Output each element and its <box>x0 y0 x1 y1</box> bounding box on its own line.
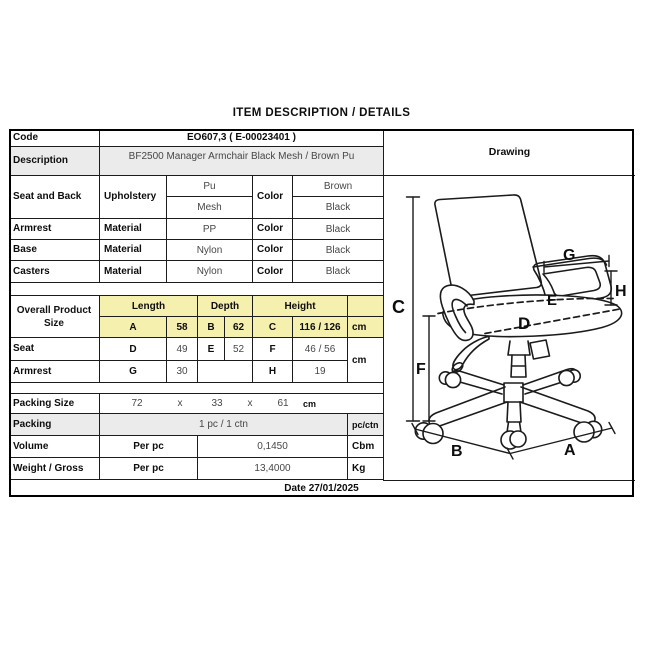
length-header: Length <box>100 296 198 317</box>
casters-material-row <box>9 261 383 283</box>
dim-label-b: B <box>451 443 463 460</box>
upholstery-bottom-value: Mesh <box>167 197 253 218</box>
seat-size-label: Seat <box>9 338 100 360</box>
base-label: Base <box>9 240 100 260</box>
spec-table <box>9 129 634 497</box>
weight-value: 13,4000 <box>198 458 348 479</box>
casters-material-value: Nylon <box>167 261 253 282</box>
armrest-color-label: Color <box>253 219 293 239</box>
upholstery-top-value: Pu <box>167 176 253 197</box>
casters-color-label: Color <box>253 261 293 282</box>
packing-size-values <box>100 394 383 413</box>
weight-basis: Per pc <box>100 458 198 479</box>
seat-armrest-unit: cm <box>348 338 383 383</box>
armrest-size-label: Armrest <box>9 361 100 382</box>
packing-size-sep2: x <box>247 398 253 409</box>
dim-label-g: G <box>563 247 576 264</box>
packing-size-label: Packing Size <box>9 394 100 413</box>
armrest-material-row <box>9 219 383 240</box>
base-leg-left <box>429 387 507 427</box>
height-header: Height <box>253 296 348 317</box>
code-label: Code <box>9 129 100 146</box>
page-title: ITEM DESCRIPTION / DETAILS <box>232 107 411 119</box>
dim-val-h: 19 <box>293 361 348 382</box>
armrest-color-value: Black <box>325 223 351 235</box>
upholstery-label: Upholstery <box>100 176 167 218</box>
dim-val-g: 30 <box>167 361 198 382</box>
casters-color-value: Black <box>325 266 351 277</box>
code-row <box>9 129 383 147</box>
dim-val-d: 49 <box>167 338 198 360</box>
dim-key-f: F <box>253 338 293 360</box>
volume-label: Volume <box>9 436 100 457</box>
base-color-value: Black <box>325 244 351 256</box>
weight-unit: Kg <box>352 463 366 474</box>
dim-label-d: D <box>518 314 531 333</box>
dim-val-a: 58 <box>167 317 198 337</box>
armrest-label: Armrest <box>9 219 100 239</box>
dim-key-g: G <box>100 361 167 382</box>
volume-row <box>9 436 383 458</box>
description-label: Description <box>9 147 100 175</box>
base-leg-front <box>507 402 521 422</box>
base-hub <box>504 383 523 402</box>
backrest <box>435 195 541 297</box>
base-material-value: Nylon <box>167 240 253 260</box>
description-value: BF2500 Manager Armchair Black Mesh / Brown Pu <box>128 151 355 162</box>
drawing-header: Drawing <box>384 129 635 176</box>
packing-size-height: 61 <box>277 398 289 409</box>
depth-header: Depth <box>198 296 253 317</box>
gas-cylinder <box>508 341 530 355</box>
packing-label: Packing <box>9 414 100 435</box>
dim-val-c: 116 / 126 <box>293 317 348 337</box>
dim-label-e: E <box>547 292 558 309</box>
size-header-unit-cell <box>348 296 383 317</box>
dim-label-f: F <box>416 361 426 378</box>
overall-unit: cm <box>348 317 383 337</box>
mechanism-box <box>530 340 550 359</box>
code-value: EO607,3 ( E-00023401 ) <box>187 132 296 143</box>
casters-material-label: Material <box>100 261 167 282</box>
casters-label: Casters <box>9 261 100 282</box>
dim-key-d: D <box>100 338 167 360</box>
drawing-canvas <box>384 176 635 480</box>
dim-key-e: E <box>198 338 225 360</box>
color-top-value: Brown <box>293 176 383 197</box>
dim-label-h: H <box>615 283 627 300</box>
armrest-material-value: PP <box>167 219 253 239</box>
volume-value: 0,1450 <box>198 436 348 457</box>
dim-key-h: H <box>253 361 293 382</box>
dim-key-b: B <box>198 317 225 337</box>
dim-val-f: 46 / 56 <box>293 338 348 360</box>
packing-row <box>9 414 383 436</box>
dim-val-b: 62 <box>225 317 253 337</box>
volume-unit: Cbm <box>352 441 375 452</box>
packing-size-length: 72 <box>131 398 143 409</box>
packing-value: 1 pc / 1 ctn <box>100 414 348 435</box>
dim-key-a: A <box>100 317 167 337</box>
description-row <box>9 147 383 176</box>
weight-row <box>9 458 383 480</box>
packing-size-row <box>9 393 383 414</box>
base-material-label: Material <box>100 240 167 260</box>
packing-size-width: 33 <box>211 398 223 409</box>
size-seat-row <box>9 338 383 361</box>
chair-drawing <box>384 176 635 480</box>
size-armrest-row <box>9 361 383 383</box>
dim-label-c: C <box>392 297 405 317</box>
base-color-label: Color <box>253 240 293 260</box>
date-value: Date 27/01/2025 <box>284 483 359 494</box>
seat-and-back-row <box>9 176 383 219</box>
packing-unit: pc/ctn <box>352 419 379 430</box>
date-row <box>9 480 634 497</box>
tilt-lever <box>453 337 489 370</box>
base-material-row <box>9 240 383 261</box>
dim-val-e: 52 <box>225 338 253 360</box>
dim-key-c: C <box>253 317 293 337</box>
armrest-material-label: Material <box>100 219 167 239</box>
color-bottom-value: Black <box>325 202 351 213</box>
drawing-panel <box>383 129 635 481</box>
volume-basis: Per pc <box>100 436 198 457</box>
seat-and-back-color-label: Color <box>253 176 293 218</box>
dim-label-a: A <box>564 442 576 459</box>
seat-and-back-label: Seat and Back <box>9 176 100 218</box>
armrest-depth-empty-cell <box>198 361 253 382</box>
packing-size-unit: cm <box>303 398 317 409</box>
weight-label: Weight / Gross <box>9 458 100 479</box>
overall-product-size-label: Overall Product Size <box>9 295 100 338</box>
packing-size-sep1: x <box>177 398 183 409</box>
